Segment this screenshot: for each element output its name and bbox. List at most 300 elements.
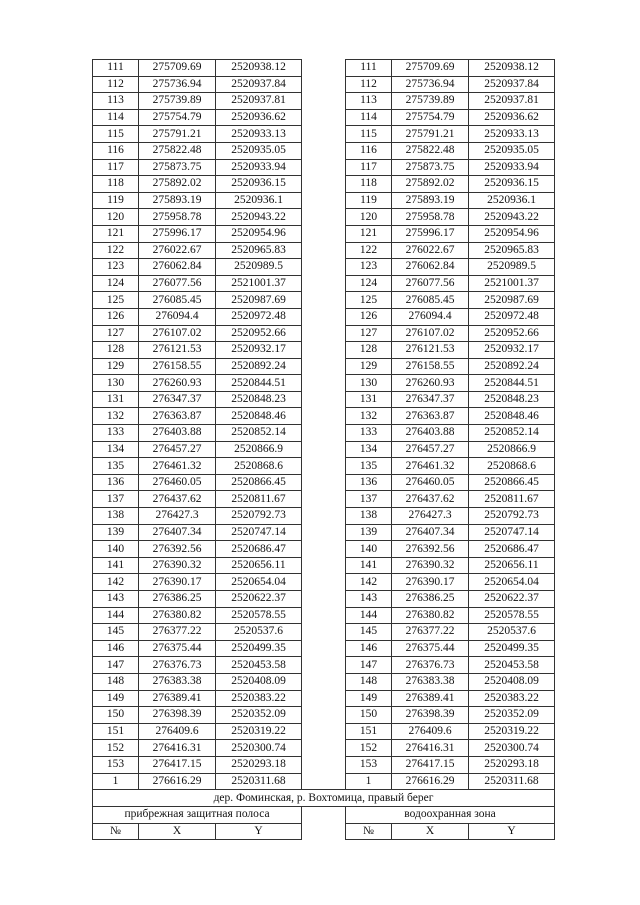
table-row [93,574,555,591]
table-row [93,491,555,508]
right-header-y: Y [469,823,555,840]
left-x: 276376.73 [139,657,216,674]
left-y: 2520537.6 [216,624,302,641]
right-point-no: 118 [346,176,392,193]
right-x: 276461.32 [392,458,469,475]
column-gap [302,342,346,359]
column-gap [302,508,346,525]
left-x: 276347.37 [139,391,216,408]
right-x: 276022.67 [392,242,469,259]
right-y: 2520954.96 [469,225,555,242]
left-x: 276022.67 [139,242,216,259]
right-point-no: 123 [346,259,392,276]
left-point-no: 125 [93,292,139,309]
right-point-no: 149 [346,690,392,707]
left-x: 276390.17 [139,574,216,591]
right-x: 276457.27 [392,441,469,458]
left-y: 2520499.35 [216,640,302,657]
left-x: 275791.21 [139,126,216,143]
right-y: 2520686.47 [469,541,555,558]
right-y: 2520952.66 [469,325,555,342]
right-y: 2520936.1 [469,192,555,209]
right-x: 276390.32 [392,557,469,574]
left-point-no: 112 [93,76,139,93]
table-row [93,557,555,574]
right-y: 2520300.74 [469,740,555,757]
right-point-no: 139 [346,524,392,541]
location-title: дер. Фоминская, р. Вохтомица, правый берег [93,790,555,807]
right-y: 2520866.45 [469,474,555,491]
right-y: 2520311.68 [469,773,555,790]
table-row [93,358,555,375]
column-gap [302,325,346,342]
column-gap [302,375,346,392]
column-gap [302,640,346,657]
table-row [93,723,555,740]
right-point-no: 111 [346,60,392,77]
right-x: 276085.45 [392,292,469,309]
left-x: 276460.05 [139,474,216,491]
left-x: 276389.41 [139,690,216,707]
left-y: 2520937.81 [216,93,302,110]
left-x: 276158.55 [139,358,216,375]
column-gap [302,723,346,740]
left-point-no: 121 [93,225,139,242]
right-y: 2520848.46 [469,408,555,425]
location-row [93,790,555,807]
table-row [93,607,555,624]
table-row [93,308,555,325]
right-x: 276094.4 [392,308,469,325]
left-x: 275822.48 [139,142,216,159]
table-row [93,126,555,143]
right-x: 275739.89 [392,93,469,110]
left-x: 276416.31 [139,740,216,757]
right-y: 2520868.6 [469,458,555,475]
column-gap [302,142,346,159]
left-x: 275893.19 [139,192,216,209]
left-point-no: 123 [93,259,139,276]
right-x: 276460.05 [392,474,469,491]
right-y: 2520989.5 [469,259,555,276]
left-point-no: 140 [93,541,139,558]
right-x: 276121.53 [392,342,469,359]
left-y: 2520848.46 [216,408,302,425]
left-x: 276392.56 [139,541,216,558]
left-header-no: № [93,823,139,840]
column-gap [302,176,346,193]
left-y: 2520965.83 [216,242,302,259]
column-gap [302,159,346,176]
table-row [93,142,555,159]
right-y: 2520408.09 [469,673,555,690]
right-header-x: X [392,823,469,840]
right-y: 2521001.37 [469,275,555,292]
right-header-no: № [346,823,392,840]
left-x: 276407.34 [139,524,216,541]
left-point-no: 131 [93,391,139,408]
left-point-no: 142 [93,574,139,591]
column-gap [302,308,346,325]
table-row [93,391,555,408]
left-point-no: 1 [93,773,139,790]
left-y: 2520866.45 [216,474,302,491]
table-row [93,591,555,608]
left-point-no: 118 [93,176,139,193]
right-x: 276363.87 [392,408,469,425]
right-y: 2520811.67 [469,491,555,508]
right-point-no: 113 [346,93,392,110]
left-x: 275739.89 [139,93,216,110]
coordinates-table [92,59,555,840]
left-x: 275996.17 [139,225,216,242]
table-row [93,508,555,525]
right-y: 2520852.14 [469,425,555,442]
right-x: 275893.19 [392,192,469,209]
right-y: 2520892.24 [469,358,555,375]
column-gap [302,807,346,824]
left-x: 276427.3 [139,508,216,525]
left-y: 2520936.15 [216,176,302,193]
right-point-no: 120 [346,209,392,226]
left-y: 2520811.67 [216,491,302,508]
table-row [93,60,555,77]
left-x: 276380.82 [139,607,216,624]
table-row [93,242,555,259]
right-point-no: 121 [346,225,392,242]
right-y: 2520792.73 [469,508,555,525]
right-point-no: 127 [346,325,392,342]
left-x: 276121.53 [139,342,216,359]
left-point-no: 135 [93,458,139,475]
left-x: 276062.84 [139,259,216,276]
right-y: 2520453.58 [469,657,555,674]
right-x: 276392.56 [392,541,469,558]
left-y: 2520686.47 [216,541,302,558]
right-x: 276062.84 [392,259,469,276]
left-x: 275873.75 [139,159,216,176]
right-y: 2520938.12 [469,60,555,77]
column-gap [302,209,346,226]
right-y: 2520747.14 [469,524,555,541]
left-x: 276383.38 [139,673,216,690]
left-y: 2520293.18 [216,756,302,773]
right-y: 2520933.13 [469,126,555,143]
left-y: 2520408.09 [216,673,302,690]
table-row [93,192,555,209]
left-x: 276437.62 [139,491,216,508]
column-gap [302,126,346,143]
column-gap [302,259,346,276]
right-x: 275822.48 [392,142,469,159]
right-point-no: 122 [346,242,392,259]
right-point-no: 128 [346,342,392,359]
left-x: 276375.44 [139,640,216,657]
column-gap [302,740,346,757]
right-y: 2520537.6 [469,624,555,641]
table-row [93,342,555,359]
right-x: 276377.22 [392,624,469,641]
left-point-no: 132 [93,408,139,425]
column-gap [302,541,346,558]
left-y: 2520656.11 [216,557,302,574]
left-point-no: 134 [93,441,139,458]
right-point-no: 115 [346,126,392,143]
right-point-no: 1 [346,773,392,790]
left-x: 276398.39 [139,707,216,724]
right-x: 275892.02 [392,176,469,193]
left-x: 276260.93 [139,375,216,392]
left-y: 2520933.13 [216,126,302,143]
right-point-no: 140 [346,541,392,558]
left-point-no: 137 [93,491,139,508]
left-y: 2520792.73 [216,508,302,525]
right-point-no: 141 [346,557,392,574]
left-point-no: 129 [93,358,139,375]
table-row [93,76,555,93]
right-point-no: 116 [346,142,392,159]
left-point-no: 130 [93,375,139,392]
column-gap [302,524,346,541]
right-y: 2520352.09 [469,707,555,724]
table-row [93,159,555,176]
left-x: 276461.32 [139,458,216,475]
table-row [93,441,555,458]
column-gap [302,358,346,375]
right-y: 2520936.62 [469,109,555,126]
left-y: 2520938.12 [216,60,302,77]
right-point-no: 138 [346,508,392,525]
left-point-no: 141 [93,557,139,574]
right-point-no: 142 [346,574,392,591]
left-y: 2520989.5 [216,259,302,276]
zone-row [93,807,555,824]
column-gap [302,591,346,608]
right-y: 2520654.04 [469,574,555,591]
right-x: 275958.78 [392,209,469,226]
right-y: 2520844.51 [469,375,555,392]
right-x: 276347.37 [392,391,469,408]
left-point-no: 126 [93,308,139,325]
right-point-no: 151 [346,723,392,740]
table-row [93,474,555,491]
right-y: 2520935.05 [469,142,555,159]
right-x: 276383.38 [392,673,469,690]
left-point-no: 146 [93,640,139,657]
table-row [93,176,555,193]
table-row [93,756,555,773]
left-point-no: 127 [93,325,139,342]
table-row [93,640,555,657]
right-point-no: 126 [346,308,392,325]
column-gap [302,76,346,93]
table-row [93,740,555,757]
left-point-no: 145 [93,624,139,641]
column-gap [302,690,346,707]
right-point-no: 114 [346,109,392,126]
right-y: 2520965.83 [469,242,555,259]
left-y: 2520319.22 [216,723,302,740]
column-gap [302,491,346,508]
right-x: 276417.15 [392,756,469,773]
table-row [93,541,555,558]
left-x: 276403.88 [139,425,216,442]
right-point-no: 124 [346,275,392,292]
right-point-no: 146 [346,640,392,657]
table-row [93,292,555,309]
column-gap [302,192,346,209]
right-y: 2520936.15 [469,176,555,193]
left-y: 2520972.48 [216,308,302,325]
column-gap [302,624,346,641]
left-y: 2520747.14 [216,524,302,541]
right-y: 2520383.22 [469,690,555,707]
right-y: 2520972.48 [469,308,555,325]
right-point-no: 147 [346,657,392,674]
left-y: 2520987.69 [216,292,302,309]
left-y: 2520936.62 [216,109,302,126]
left-y: 2520892.24 [216,358,302,375]
right-point-no: 152 [346,740,392,757]
left-point-no: 111 [93,60,139,77]
right-point-no: 134 [346,441,392,458]
right-x: 276437.62 [392,491,469,508]
left-point-no: 136 [93,474,139,491]
right-zone-title: водоохранная зона [346,807,555,824]
right-x: 275996.17 [392,225,469,242]
right-point-no: 145 [346,624,392,641]
right-x: 275754.79 [392,109,469,126]
left-point-no: 149 [93,690,139,707]
left-point-no: 150 [93,707,139,724]
right-point-no: 132 [346,408,392,425]
left-x: 276077.56 [139,275,216,292]
left-y: 2520943.22 [216,209,302,226]
column-gap [302,275,346,292]
right-point-no: 137 [346,491,392,508]
left-y: 2520654.04 [216,574,302,591]
right-y: 2520943.22 [469,209,555,226]
left-y: 2521001.37 [216,275,302,292]
left-x: 276457.27 [139,441,216,458]
right-x: 276376.73 [392,657,469,674]
table-row [93,325,555,342]
right-y: 2520937.84 [469,76,555,93]
left-y: 2520866.9 [216,441,302,458]
right-x: 276107.02 [392,325,469,342]
left-y: 2520300.74 [216,740,302,757]
left-x: 276377.22 [139,624,216,641]
column-gap [302,673,346,690]
column-gap [302,607,346,624]
right-point-no: 117 [346,159,392,176]
right-point-no: 125 [346,292,392,309]
left-point-no: 139 [93,524,139,541]
column-gap [302,292,346,309]
left-x: 275892.02 [139,176,216,193]
left-x: 276386.25 [139,591,216,608]
table-row [93,408,555,425]
left-point-no: 116 [93,142,139,159]
left-y: 2520937.84 [216,76,302,93]
column-gap [302,657,346,674]
left-y: 2520932.17 [216,342,302,359]
right-point-no: 119 [346,192,392,209]
right-x: 276616.29 [392,773,469,790]
right-x: 275791.21 [392,126,469,143]
left-point-no: 153 [93,756,139,773]
left-point-no: 152 [93,740,139,757]
left-y: 2520844.51 [216,375,302,392]
right-y: 2520656.11 [469,557,555,574]
left-point-no: 117 [93,159,139,176]
left-zone-title: прибрежная защитная полоса [93,807,302,824]
column-gap [302,441,346,458]
table-row [93,624,555,641]
left-x: 275958.78 [139,209,216,226]
column-gap [302,773,346,790]
right-point-no: 133 [346,425,392,442]
left-point-no: 128 [93,342,139,359]
left-y: 2520311.68 [216,773,302,790]
header-row [93,823,555,840]
column-gap [302,109,346,126]
left-y: 2520954.96 [216,225,302,242]
column-gap [302,823,346,840]
left-point-no: 120 [93,209,139,226]
right-y: 2520848.23 [469,391,555,408]
left-x: 275709.69 [139,60,216,77]
left-x: 276616.29 [139,773,216,790]
left-point-no: 119 [93,192,139,209]
right-x: 276260.93 [392,375,469,392]
left-x: 275736.94 [139,76,216,93]
left-y: 2520622.37 [216,591,302,608]
column-gap [302,93,346,110]
left-x: 276085.45 [139,292,216,309]
right-point-no: 136 [346,474,392,491]
left-y: 2520352.09 [216,707,302,724]
right-y: 2520293.18 [469,756,555,773]
left-y: 2520848.23 [216,391,302,408]
right-point-no: 135 [346,458,392,475]
right-x: 276390.17 [392,574,469,591]
right-y: 2520937.81 [469,93,555,110]
column-gap [302,60,346,77]
left-x: 275754.79 [139,109,216,126]
right-x: 275873.75 [392,159,469,176]
table-row [93,458,555,475]
left-y: 2520868.6 [216,458,302,475]
right-x: 276389.41 [392,690,469,707]
right-x: 276077.56 [392,275,469,292]
left-point-no: 124 [93,275,139,292]
left-point-no: 148 [93,673,139,690]
table-row [93,109,555,126]
table-row [93,93,555,110]
table-row [93,657,555,674]
column-gap [302,242,346,259]
right-y: 2520933.94 [469,159,555,176]
right-y: 2520866.9 [469,441,555,458]
table-row [93,773,555,790]
left-point-no: 113 [93,93,139,110]
coordinates-body [93,60,555,790]
left-header-y: Y [216,823,302,840]
right-y: 2520578.55 [469,607,555,624]
right-y: 2520987.69 [469,292,555,309]
column-gap [302,458,346,475]
